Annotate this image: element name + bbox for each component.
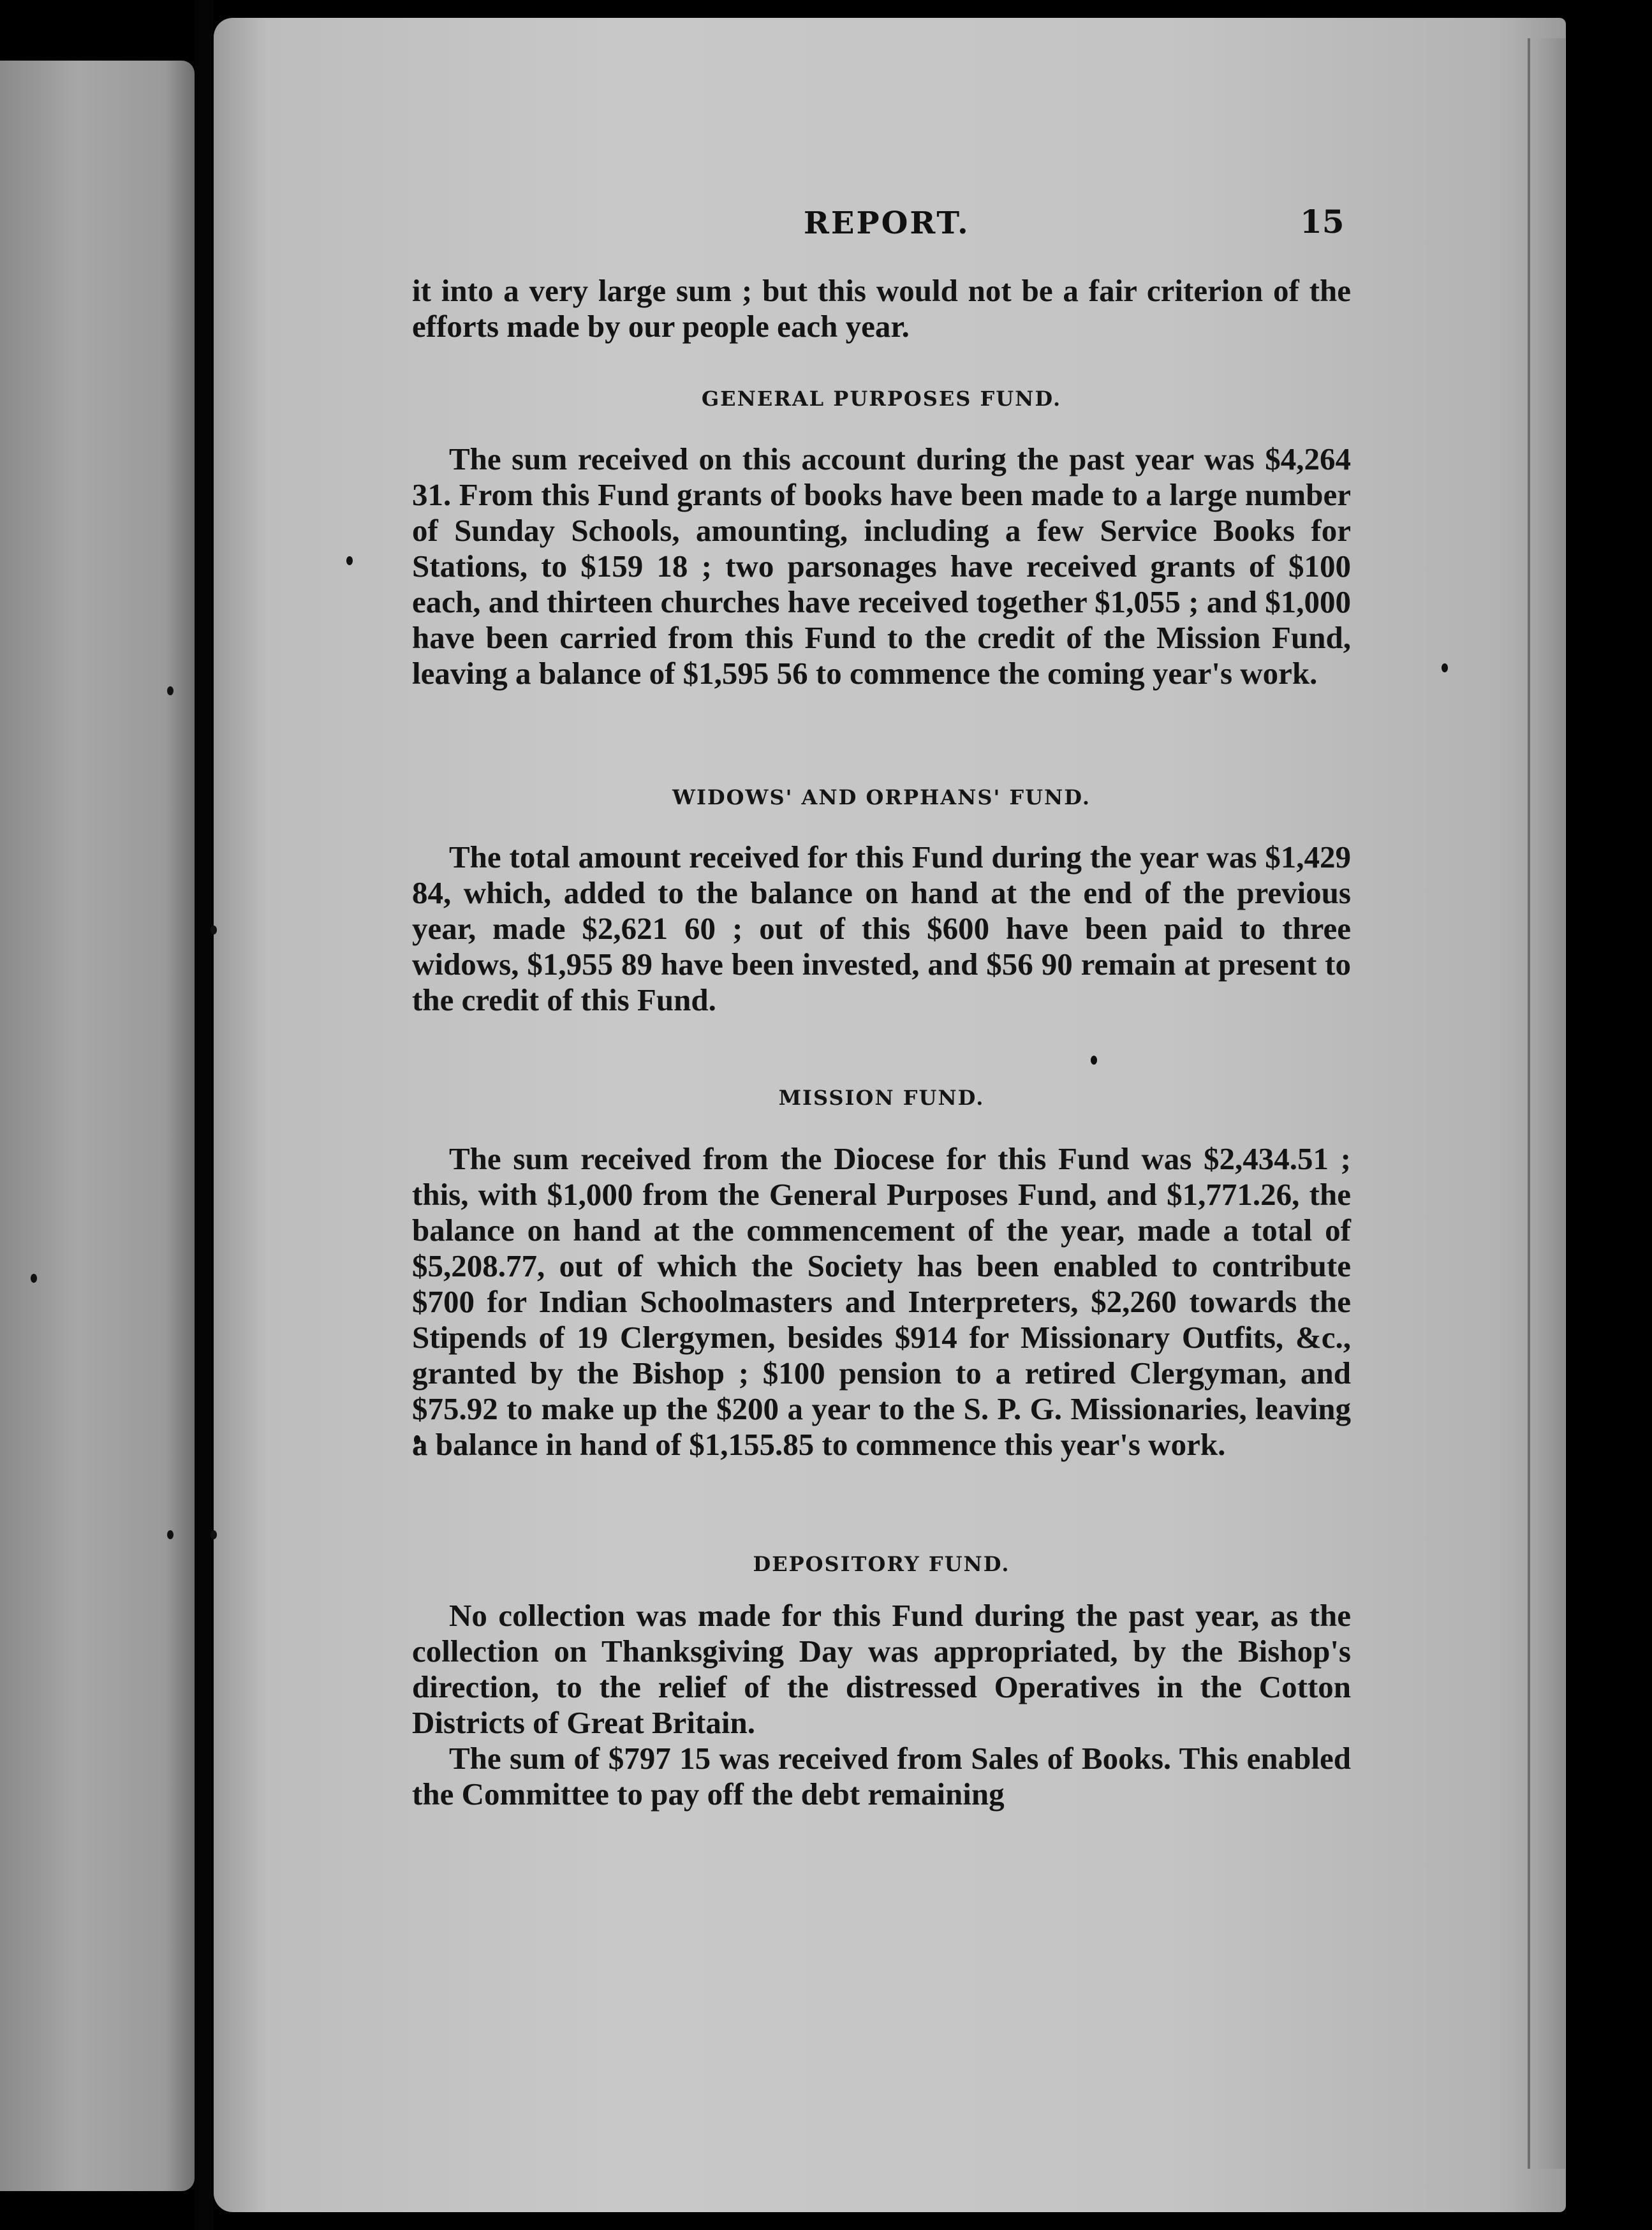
paragraph-text: The sum received from the Diocese for this Fund was $2,434.51 ; this, with $1,000 from the General Purposes Fund, and $1,771.26, the balance on hand at the commencement of the year, made a total of $5,208.77, out of which the Society has been enabled to contribute $700 for Indian Schoolmasters and Interpreters, $2,260 towards the Stipends of 19 Clergymen, besides $914 for Missionary Outfits, &c., granted by the Bishop ; $100 pension to a retired Clergyman, and $75.92 to make up the $200 a year to the S. P. G. Missionaries, leaving a balance in hand of $1,155.85 to commence this year's work. — [412, 1141, 1351, 1462]
paragraph-text: The total amount received for this Fund during the year was $1,429 84, which, added to the balance on hand at the end of the previous year, made $2,621 60 ; out of this $600 have been paid to three widows, $1,955 89 have been invested, and $56 90 remain at present to the credit of this Fund. — [412, 839, 1351, 1017]
ink-speck — [210, 926, 217, 934]
section-body-widows-orphans — [412, 839, 1351, 1018]
section-heading-mission: MISSION FUND. — [778, 1086, 985, 1110]
paragraph-text: it into a very large sum ; but this would not be a fair criterion of the efforts made by our people each year. — [412, 273, 1351, 344]
left-page — [0, 61, 195, 2191]
ink-speck — [1442, 663, 1448, 672]
section-heading-depository: DEPOSITORY FUND. — [753, 1552, 1010, 1576]
ink-speck — [346, 556, 353, 565]
section-heading-widows-orphans: WIDOWS' AND ORPHANS' FUND. — [672, 785, 1091, 809]
paragraph-text: No collection was made for this Fund during the past year, as the collection on Thanksgiving Day was appropriated, by the Bishop's direction, to the relief of the distressed Operatives in the Cotton Districts of Great Britain. — [412, 1598, 1351, 1740]
page-number: 15 — [1300, 203, 1345, 240]
ink-speck — [167, 1530, 173, 1539]
running-title: REPORT. — [804, 205, 970, 241]
section-heading-general-purposes: GENERAL PURPOSES FUND. — [701, 387, 1062, 411]
paragraph-text: The sum of $797 15 was received from Sales of Books. This enabled the Committee to pay off the debt remaining — [412, 1741, 1351, 1812]
ink-speck — [1091, 1056, 1097, 1065]
page-edge — [1528, 38, 1565, 2169]
section-body-general-purposes — [412, 441, 1351, 691]
book-gutter — [195, 0, 214, 2230]
intro-paragraph — [412, 273, 1351, 344]
ink-speck — [167, 686, 173, 695]
paragraph-text: The sum received on this account during the past year was $4,264 31. From this Fund grants of books have been made to a large number of Sunday Schools, amounting, including a few Service Books for Stations, to $159 18 ; two parsonages have received grants of $100 each, and thirteen churches have received together $1,055 ; and $1,000 have been carried from this Fund to the credit of the Mission Fund, leaving a balance of $1,595 56 to commence the coming year's work. — [412, 441, 1351, 691]
right-page — [214, 18, 1566, 2212]
section-body-depository — [412, 1598, 1351, 1812]
ink-speck — [31, 1274, 37, 1283]
section-body-mission — [412, 1141, 1351, 1463]
ink-speck — [210, 1530, 217, 1539]
